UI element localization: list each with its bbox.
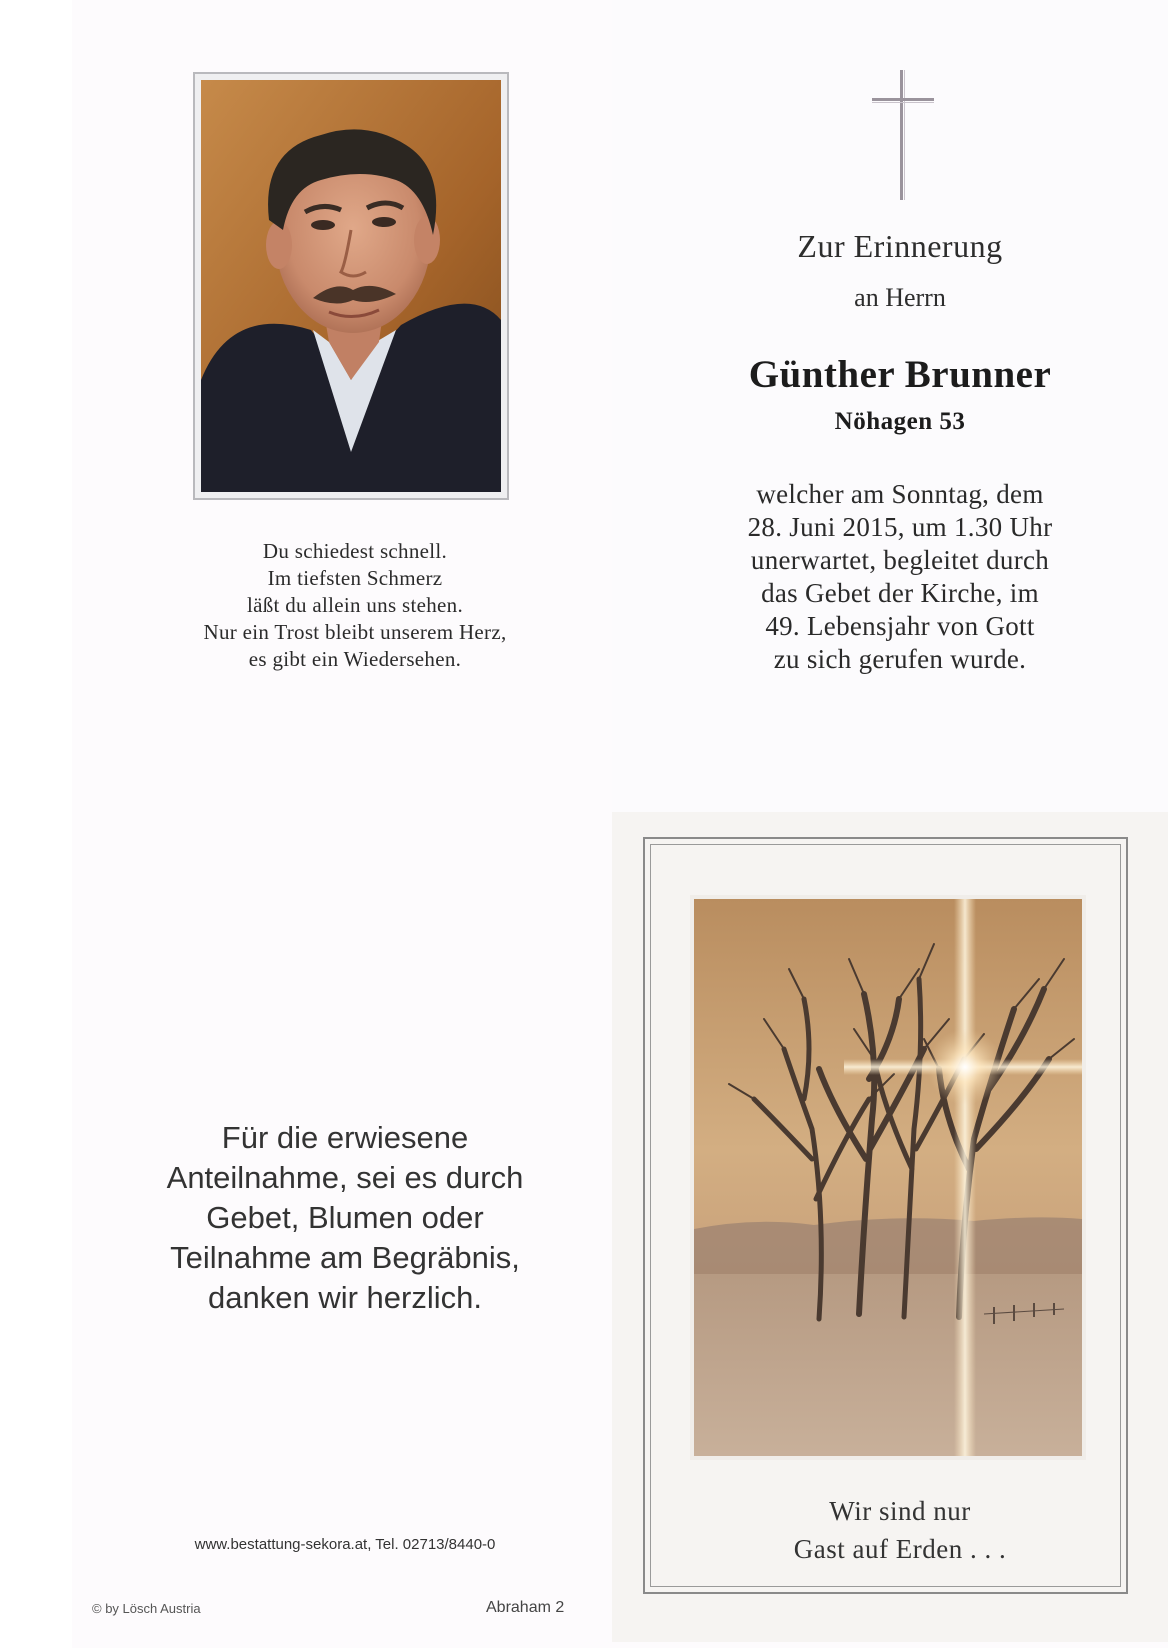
card-verse xyxy=(700,1492,1100,1568)
copyright-notice: © by Lösch Austria xyxy=(92,1601,201,1616)
thanks-line: Gebet, Blumen oder xyxy=(206,1200,484,1235)
body-line: welcher am Sonntag, dem xyxy=(756,479,1044,509)
remembrance-subtitle: an Herrn xyxy=(854,283,946,312)
thanks-message xyxy=(120,1118,570,1318)
body-line: das Gebet der Kirche, im xyxy=(761,578,1039,608)
cross-icon xyxy=(868,70,938,200)
portrait-photo-frame xyxy=(193,72,509,500)
thanks-line: danken wir herzlich. xyxy=(208,1280,482,1315)
poem-line: läßt du allein uns stehen. xyxy=(246,593,463,617)
poem-line: Nur ein Trost bleibt unserem Herz, xyxy=(203,620,507,644)
body-line: 28. Juni 2015, um 1.30 Uhr xyxy=(747,512,1053,542)
deceased-name: Günther Brunner xyxy=(748,353,1052,396)
portrait-photo xyxy=(201,80,501,492)
card-model: Abraham 2 xyxy=(486,1599,565,1616)
remembrance-body xyxy=(690,478,1110,676)
poem-line: Du schiedest schnell. xyxy=(262,539,448,563)
poem-line: Im tiefsten Schmerz xyxy=(267,566,443,590)
poem xyxy=(120,538,590,673)
deceased-address: Nöhagen 53 xyxy=(834,408,966,435)
portrait-illustration xyxy=(201,80,501,492)
body-line: zu sich gerufen wurde. xyxy=(773,644,1027,674)
thanks-line: Für die erwiesene xyxy=(221,1120,469,1155)
landscape-image xyxy=(694,899,1082,1456)
body-line: unerwartet, begleitet durch xyxy=(750,545,1050,575)
funeral-home-contact: www.bestattung-sekora.at, Tel. 02713/8440-0 xyxy=(194,1536,496,1553)
thanks-line: Teilnahme am Begräbnis, xyxy=(170,1240,520,1275)
verse-line: Wir sind nur xyxy=(829,1496,971,1526)
body-line: 49. Lebensjahr von Gott xyxy=(765,611,1035,641)
winter-trees-cross-illustration xyxy=(694,899,1082,1456)
verse-line: Gast auf Erden . . . xyxy=(793,1534,1007,1564)
thanks-line: Anteilnahme, sei es durch xyxy=(166,1160,524,1195)
landscape-frame xyxy=(690,895,1086,1460)
poem-line: es gibt ein Wiedersehen. xyxy=(248,647,462,671)
remembrance-title: Zur Erinnerung xyxy=(797,228,1003,264)
